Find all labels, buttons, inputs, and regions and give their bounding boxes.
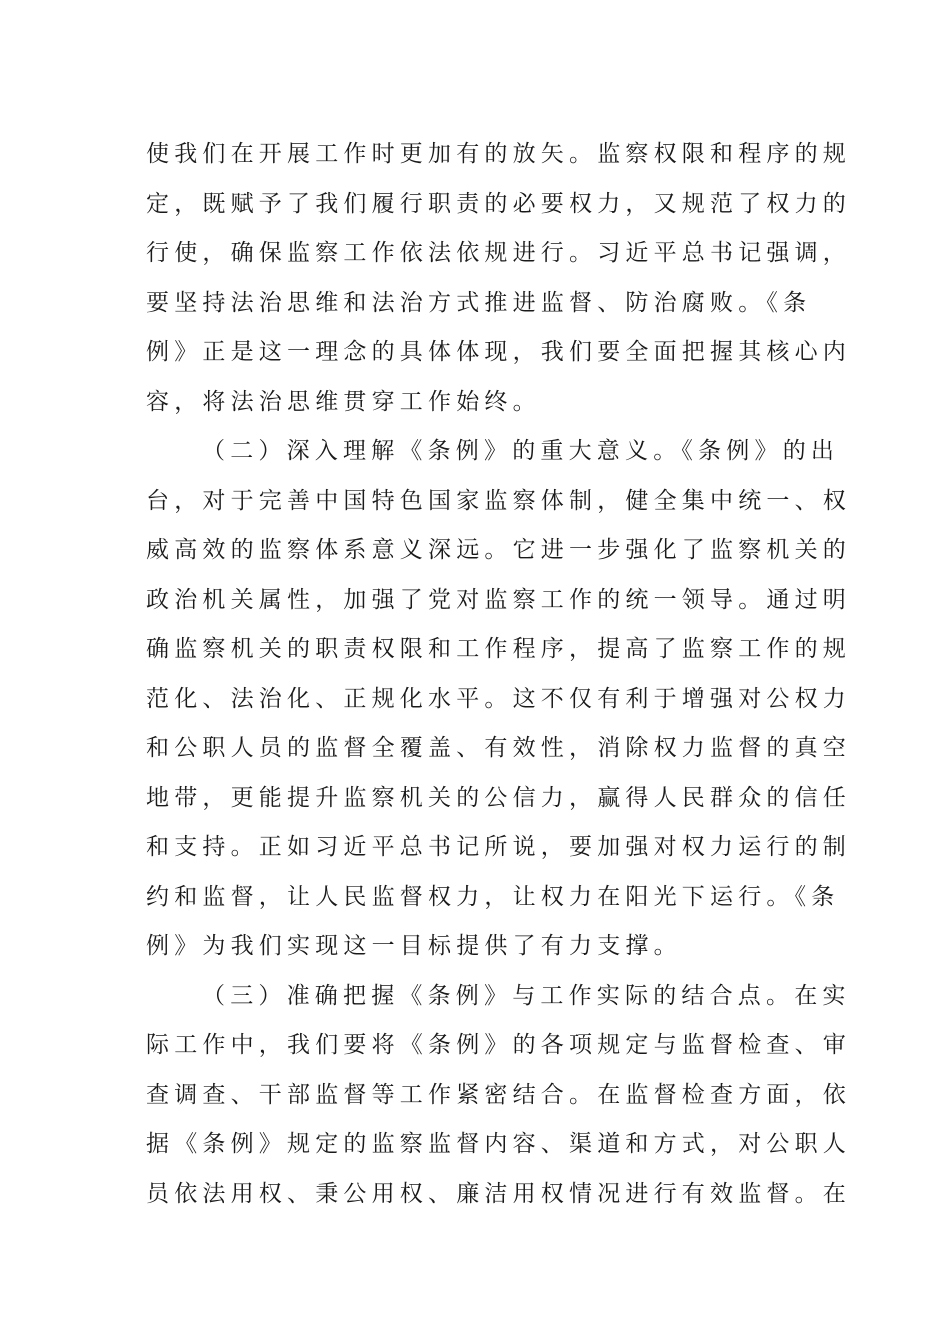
text-line: 定，既赋予了我们履行职责的必要权力，又规范了权力的	[146, 190, 851, 217]
text-line: 员依法用权、秉公用权、廉洁用权情况进行有效监督。在	[146, 1180, 851, 1207]
text-line: 容，将法治思维贯穿工作始终。	[146, 388, 541, 415]
text-line: 据《条例》规定的监察监督内容、渠道和方式，对公职人	[146, 1131, 851, 1157]
text-line: 确监察机关的职责权限和工作程序，提高了监察工作的规	[146, 636, 851, 662]
paragraph-heading-line: （三）准确把握《条例》与工作实际的结合点。在实	[202, 982, 851, 1009]
text-line: 范化、法治化、正规化水平。这不仅有利于增强对公权力	[146, 685, 851, 712]
text-line: 台，对于完善中国特色国家监察体制，健全集中统一、权	[146, 487, 851, 514]
text-line: 查调查、干部监督等工作紧密结合。在监督检查方面，依	[146, 1081, 851, 1108]
text-line: 和支持。正如习近平总书记所说，要加强对权力运行的制	[146, 834, 851, 860]
text-line: 使我们在开展工作时更加有的放矢。监察权限和程序的规	[146, 141, 851, 167]
text-line: 要坚持法治思维和法治方式推进监督、防治腐败。《条	[146, 289, 812, 316]
text-line: 行使，确保监察工作依法依规进行。习近平总书记强调，	[146, 240, 851, 266]
text-line: 际工作中，我们要将《条例》的各项规定与监督检查、审	[146, 1032, 851, 1058]
text-line: 和公职人员的监督全覆盖、有效性，消除权力监督的真空	[146, 735, 851, 761]
paragraph-heading-line: （二）深入理解《条例》的重大意义。《条例》的出	[202, 438, 840, 464]
body-text	[146, 130, 851, 1219]
text-line: 约和监督，让人民监督权力，让权力在阳光下运行。《条	[146, 883, 840, 910]
text-line: 例》正是这一理念的具体体现，我们要全面把握其核心内	[146, 339, 851, 365]
text-line: 威高效的监察体系意义深远。它进一步强化了监察机关的	[146, 537, 851, 563]
text-line: 政治机关属性，加强了党对监察工作的统一领导。通过明	[146, 586, 851, 613]
text-line: 例》为我们实现这一目标提供了有力支撑。	[146, 933, 682, 959]
text-line: 地带，更能提升监察机关的公信力，赢得人民群众的信任	[146, 784, 851, 811]
